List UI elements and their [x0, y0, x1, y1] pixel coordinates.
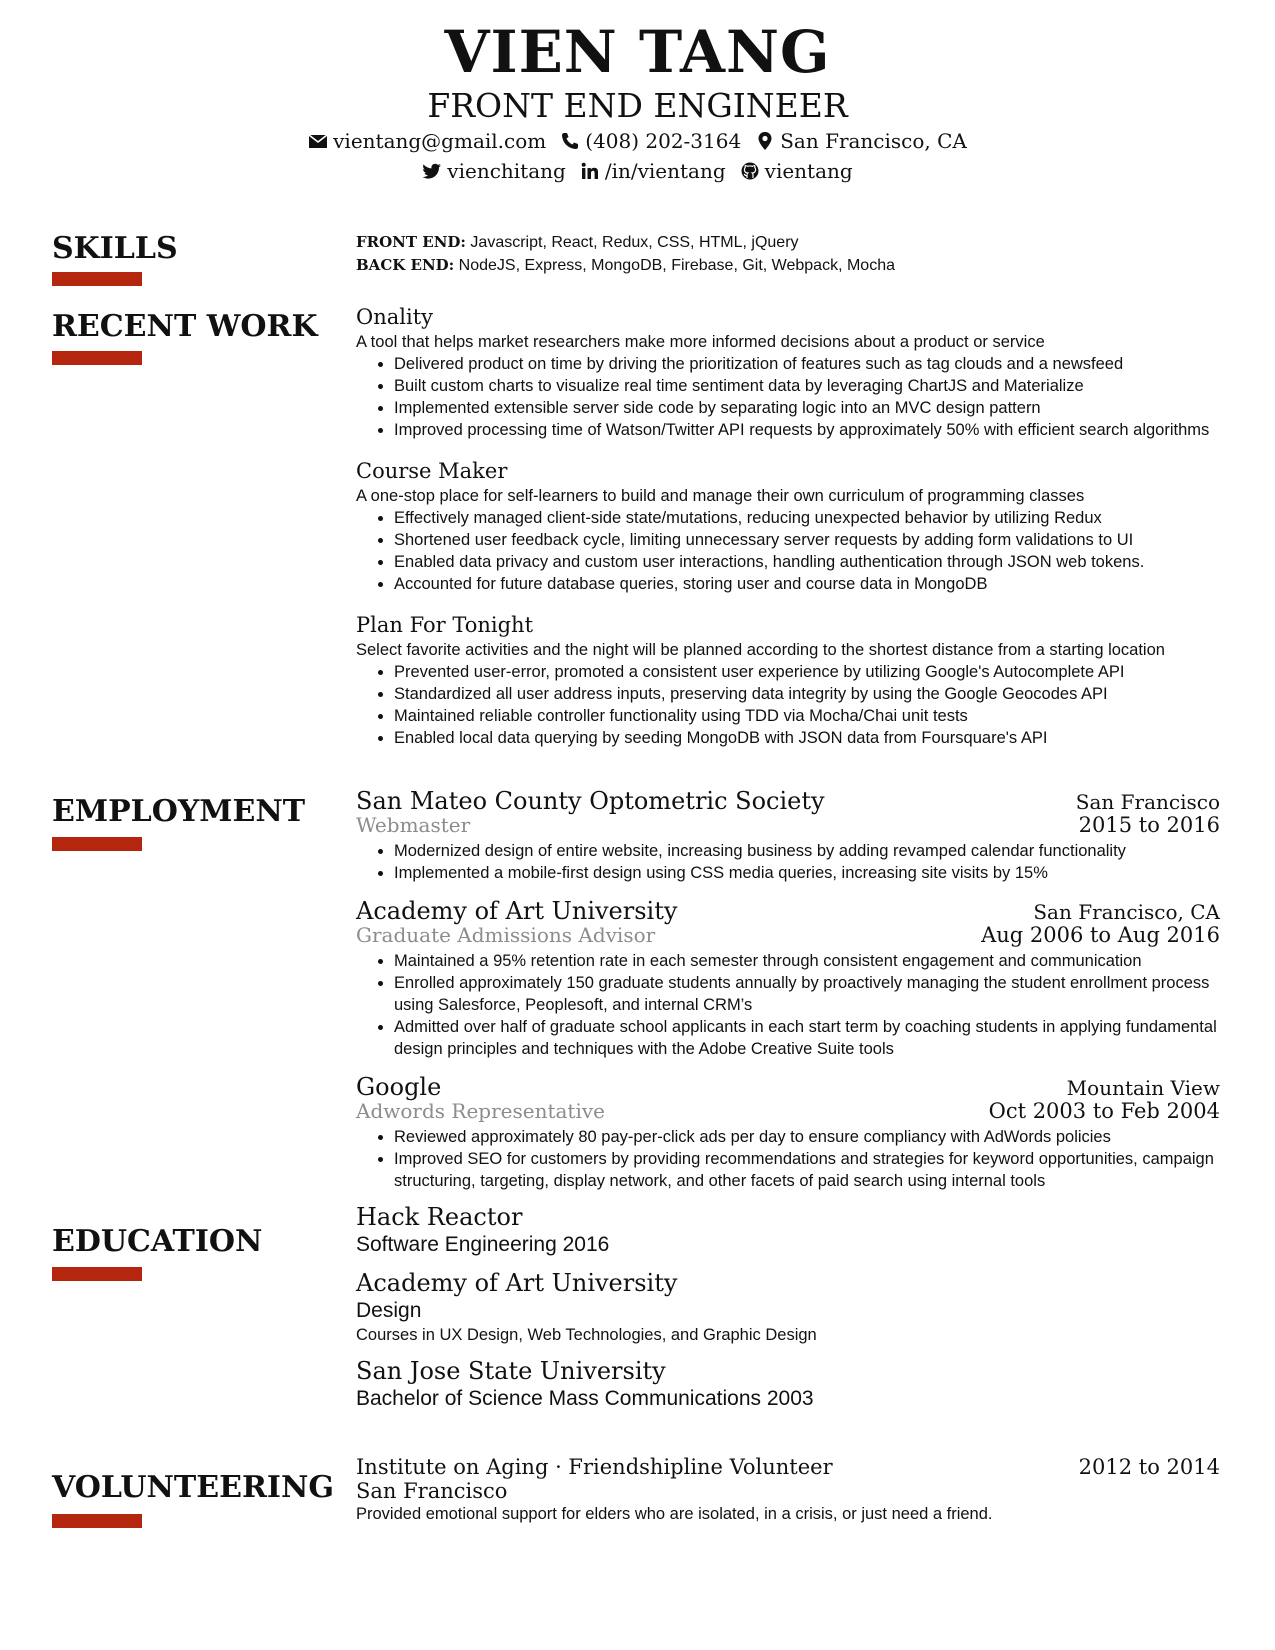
job-item: [356, 898, 1220, 1060]
twitter-contact[interactable]: [422, 156, 566, 186]
bullet-item: • Enabled local data querying by seeding MongoDB with JSON data from Foursquare's API: [394, 727, 1220, 749]
job-dates: Aug 2006 to Aug 2016: [981, 923, 1220, 947]
job-location: San Francisco, CA: [1033, 900, 1220, 924]
bullet-item: • Maintained reliable controller functionality using TDD via Mocha/Chai unit tests: [394, 705, 1220, 727]
candidate-name: VIEN TANG: [444, 18, 831, 86]
front-end-label: FRONT END:: [356, 233, 466, 251]
github-text: vientang: [764, 159, 853, 183]
back-end-label: BACK END:: [356, 256, 455, 274]
job-role: Webmaster: [356, 813, 471, 837]
employment-content: [356, 788, 1220, 1192]
education-note: Courses in UX Design, Web Technologies, and Graphic Design: [356, 1326, 817, 1344]
volunteer-description: Provided emotional support for elders who are isolated, in a crisis, or just need a friend.: [356, 1505, 993, 1523]
job-header-row: [356, 788, 1220, 814]
bullet-item: • Shortened user feedback cycle, limiting unnecessary server requests by adding form validations to UI: [394, 529, 1220, 551]
front-end-skills: [356, 231, 1220, 254]
skills-content: [356, 231, 1220, 277]
employment-accent-bar: [52, 837, 142, 851]
bullet-item: • Prevented user-error, promoted a consistent user experience by utilizing Google's Autocomplete API: [394, 661, 1220, 683]
email-text: vientang@gmail.com: [333, 129, 547, 153]
project-item: [356, 611, 1220, 749]
location-contact: [755, 126, 967, 156]
job-header-row: [356, 898, 1220, 924]
front-end-value: Javascript, React, Redux, CSS, HTML, jQuery: [465, 234, 799, 251]
job-item: [356, 1074, 1220, 1192]
job-header-row: [356, 1074, 1220, 1100]
project-description: A one-stop place for self-learners to build and manage their own curriculum of programming classes: [356, 487, 1085, 505]
back-end-skills: [356, 254, 1220, 277]
linkedin-contact[interactable]: [580, 156, 726, 186]
bullet-item: • Improved SEO for customers by providing recommendations and strategies for keyword opportunities, campaign structuring, targeting, display network, and other facets of paid search using internal tools: [394, 1148, 1220, 1192]
recent-work-content: [356, 303, 1220, 749]
degree-text: Software Engineering 2016: [356, 1233, 610, 1256]
phone-icon: [560, 131, 580, 151]
volunteering-content: [356, 1455, 1220, 1525]
school-name: Hack Reactor: [356, 1203, 523, 1231]
job-role: Adwords Representative: [356, 1099, 605, 1123]
bullet-item: • Maintained a 95% retention rate in each semester through consistent engagement and communication: [394, 950, 1220, 972]
job-dates: Oct 2003 to Feb 2004: [988, 1099, 1220, 1123]
school-name: Academy of Art University: [356, 1269, 678, 1297]
volunteer-header-row: [356, 1455, 1220, 1479]
employer-name: Academy of Art University: [356, 897, 678, 925]
phone-contact[interactable]: [560, 126, 741, 156]
job-subheader-row: [356, 924, 1220, 946]
bullet-item: • Improved processing time of Watson/Twitter API requests by approximately 50% with efficient search algorithms: [394, 419, 1220, 441]
employer-name: San Mateo County Optometric Society: [356, 787, 825, 815]
job-item: [356, 788, 1220, 884]
skills-heading: SKILLS: [52, 231, 178, 266]
skills-accent-bar: [52, 272, 142, 286]
envelope-icon: [308, 131, 328, 151]
github-icon: [740, 161, 760, 181]
bullet-item: • Built custom charts to visualize real time sentiment data by leveraging ChartJS and Materialize: [394, 375, 1220, 397]
github-contact[interactable]: [740, 156, 853, 186]
job-location: San Francisco: [1075, 790, 1220, 814]
recent-work-heading: RECENT WORK: [52, 309, 318, 344]
bullet-item: • Reviewed approximately 80 pay-per-click ads per day to ensure compliancy with AdWords policies: [394, 1126, 1220, 1148]
job-bullets: [356, 840, 1220, 884]
resume-header: [0, 18, 1275, 186]
volunteer-dates: 2012 to 2014: [1078, 1455, 1220, 1479]
employment-heading: EMPLOYMENT: [52, 794, 306, 829]
job-subheader-row: [356, 814, 1220, 836]
email-contact[interactable]: [308, 126, 546, 156]
volunteer-location: San Francisco: [356, 1479, 508, 1503]
project-bullets: [356, 353, 1220, 441]
location-text: San Francisco, CA: [780, 129, 967, 153]
bullet-item: • Accounted for future database queries, storing user and course data in MongoDB: [394, 573, 1220, 595]
job-dates: 2015 to 2016: [1078, 813, 1220, 837]
project-bullets: [356, 661, 1220, 749]
twitter-text: vienchitang: [447, 159, 566, 183]
job-bullets: [356, 1126, 1220, 1192]
education-item: [356, 1356, 1220, 1412]
linkedin-icon: [580, 161, 600, 181]
bullet-item: • Modernized design of entire website, increasing business by adding revamped calendar functionality: [394, 840, 1220, 862]
education-accent-bar: [52, 1267, 142, 1281]
bullet-item: • Admitted over half of graduate school applicants in each start term by coaching students in applying fundamental design principles and techniques with the Adobe Creative Suite tools: [394, 1016, 1220, 1060]
education-item: [356, 1202, 1220, 1258]
map-marker-icon: [755, 131, 775, 151]
education-content: [356, 1202, 1220, 1412]
project-name: Plan For Tonight: [356, 613, 534, 637]
bullet-item: • Implemented a mobile-first design using CSS media queries, increasing site visits by 15%: [394, 862, 1220, 884]
project-item: [356, 457, 1220, 595]
phone-text: (408) 202-3164: [585, 129, 742, 153]
job-role: Graduate Admissions Advisor: [356, 923, 656, 947]
recent-work-accent-bar: [52, 351, 142, 365]
bullet-item: • Enabled data privacy and custom user interactions, handling authentication through JSON web tokens.: [394, 551, 1220, 573]
employer-name: Google: [356, 1073, 442, 1101]
education-heading: EDUCATION: [52, 1224, 263, 1259]
bullet-item: • Enrolled approximately 150 graduate students annually by proactively managing the student enrollment process using Salesforce, Peoplesoft, and internal CRM’s: [394, 972, 1220, 1016]
school-name: San Jose State University: [356, 1357, 666, 1385]
job-location: Mountain View: [1066, 1076, 1220, 1100]
job-subheader-row: [356, 1100, 1220, 1122]
twitter-icon: [422, 161, 442, 181]
back-end-value: NodeJS, Express, MongoDB, Firebase, Git, Webpack, Mocha: [454, 257, 895, 274]
bullet-item: • Standardized all user address inputs, preserving data integrity by using the Google Geocodes API: [394, 683, 1220, 705]
project-name: Onality: [356, 305, 433, 329]
degree-text: Bachelor of Science Mass Communications 2003: [356, 1387, 814, 1410]
project-description: Select favorite activities and the night will be planned according to the shortest distance from a starting location: [356, 641, 1165, 659]
contact-row-1: [0, 126, 1275, 156]
degree-text: Design: [356, 1299, 422, 1322]
job-bullets: [356, 950, 1220, 1060]
linkedin-text: /in/vientang: [604, 159, 726, 183]
job-title: FRONT END ENGINEER: [427, 86, 848, 125]
bullet-item: • Delivered product on time by driving the prioritization of features such as tag clouds and a newsfeed: [394, 353, 1220, 375]
project-bullets: [356, 507, 1220, 595]
contact-row-2: [0, 156, 1275, 186]
education-item: [356, 1268, 1220, 1346]
volunteer-role: Institute on Aging · Friendshipline Volunteer: [356, 1455, 833, 1479]
volunteering-heading: VOLUNTEERING: [52, 1470, 334, 1505]
bullet-item: • Implemented extensible server side code by separating logic into an MVC design pattern: [394, 397, 1220, 419]
project-name: Course Maker: [356, 459, 508, 483]
project-description: A tool that helps market researchers make more informed decisions about a product or service: [356, 333, 1045, 351]
project-item: [356, 303, 1220, 441]
volunteering-accent-bar: [52, 1514, 142, 1528]
bullet-item: • Effectively managed client-side state/mutations, reducing unexpected behavior by utilizing Redux: [394, 507, 1220, 529]
